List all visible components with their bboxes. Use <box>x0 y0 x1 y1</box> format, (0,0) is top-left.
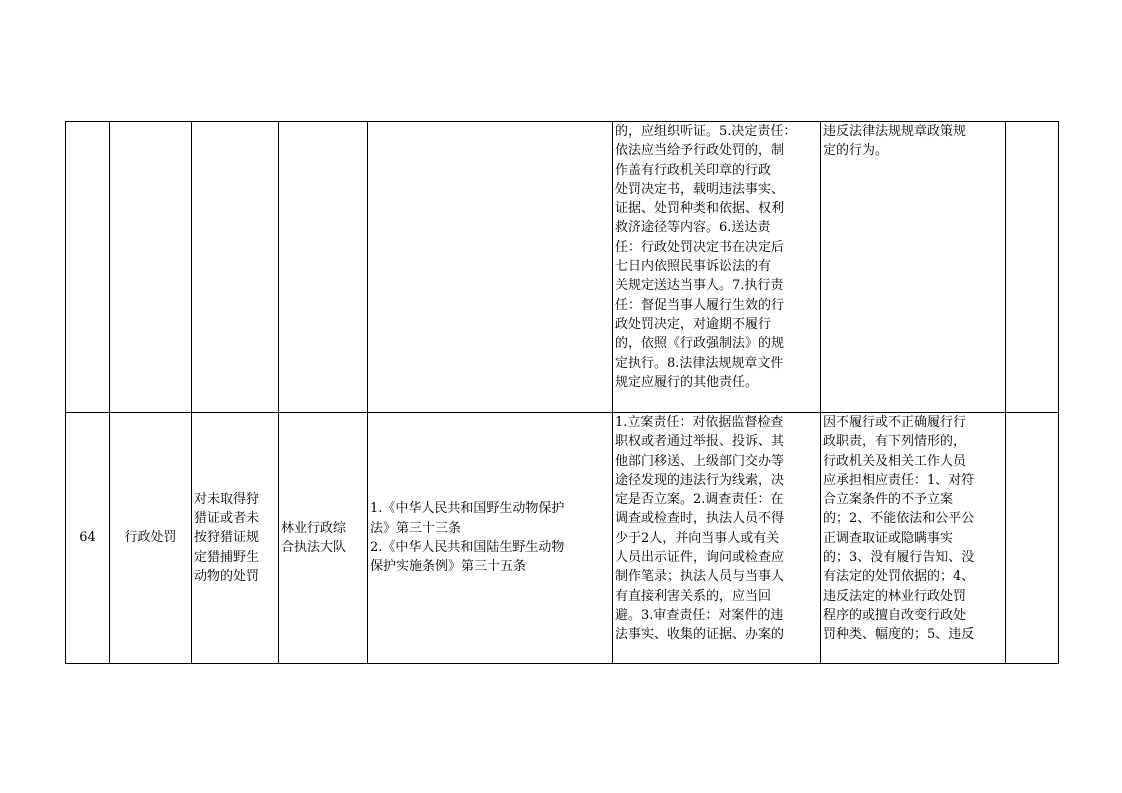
accountability-line: 违反法律法规规章政策规 <box>823 124 967 139</box>
duties-line: 政处罚决定，对逾期不履行 <box>615 316 772 332</box>
accountability-line: 的；2、不能依法和公平公 <box>823 511 975 527</box>
duties-line: 任：督促当事人履行生效的行 <box>615 297 785 313</box>
accountability-line: 行政机关及相关工作人员 <box>823 453 967 469</box>
accountability-line: 定的行为。 <box>823 143 889 159</box>
item-line: 猎证或者未 <box>194 511 260 527</box>
basis-line: 法》第三十三条 <box>370 520 462 536</box>
basis-line: 1.《中华人民共和国野生动物保护 <box>370 501 565 517</box>
duties-line: 证据、处罚种类和依据、权利 <box>615 201 785 217</box>
remark-cell <box>1006 413 1059 664</box>
duties-cell <box>613 413 821 664</box>
duties-line: 他部门移送、上级部门交办等 <box>615 453 785 469</box>
item-cell <box>192 413 279 664</box>
duties-line: 定执行。8.法律法规规章文件 <box>615 355 784 371</box>
accountability-line: 因不履行或不正确履行行 <box>823 415 967 430</box>
item-line: 按狩猎证规 <box>194 530 260 546</box>
table-row <box>66 122 1059 413</box>
duties-line: 关规定送达当事人。7.执行责 <box>615 278 784 294</box>
department-cell <box>279 413 368 664</box>
accountability-line: 政职责，有下列情形的， <box>823 434 967 450</box>
duties-line: 七日内依照民事诉讼法的有 <box>615 259 772 275</box>
duties-line: 调查或检查时，执法人员不得 <box>615 511 785 527</box>
row-number-cell <box>66 413 110 664</box>
duties-line: 规定应履行的其他责任。 <box>615 374 759 390</box>
category-text: 行政处罚 <box>124 530 177 546</box>
duties-line: 定是否立案。2.调查责任：在 <box>615 492 784 508</box>
department-line: 林业行政综 <box>281 520 347 536</box>
duties-line: 人员出示证件，询问或检查应 <box>615 550 785 566</box>
duties-line: 依法应当给予行政处罚的，制 <box>615 143 785 159</box>
basis-cell <box>368 413 613 664</box>
row-number: 64 <box>79 530 96 546</box>
department-line: 合执法大队 <box>281 540 347 555</box>
department-cell <box>279 122 368 413</box>
duties-line: 救济途径等内容。6.送达责 <box>615 220 771 236</box>
accountability-line: 的；3、没有履行告知、没 <box>823 550 975 566</box>
accountability-line: 正调查取证或隐瞒事实 <box>823 530 954 546</box>
duties-line: 制作笔录；执法人员与当事人 <box>615 569 785 585</box>
category-cell <box>110 122 192 413</box>
duties-line: 的，应组织听证。5.决定责任： <box>615 124 797 139</box>
accountability-line: 罚种类、幅度的；5、违反 <box>823 627 975 643</box>
category-cell <box>110 413 192 664</box>
accountability-cell <box>821 122 1006 413</box>
duties-line: 有直接利害关系的，应当回 <box>615 588 772 604</box>
duties-line: 作盖有行政机关印章的行政 <box>615 162 772 178</box>
accountability-line: 应承担相应责任：1、对符 <box>823 472 975 488</box>
duties-cell <box>613 122 821 413</box>
duties-line: 少于2人，并向当事人或有关 <box>615 530 780 546</box>
accountability-line: 有法定的处罚依据的；4、 <box>823 569 975 585</box>
item-cell <box>192 122 279 413</box>
duties-line: 途径发现的违法行为线索，决 <box>615 472 785 488</box>
accountability-line: 程序的或擅自改变行政处 <box>823 607 967 623</box>
table-row <box>66 413 1059 664</box>
accountability-line: 违反法定的林业行政处罚 <box>823 588 967 604</box>
basis-cell <box>368 122 613 413</box>
accountability-line: 合立案条件的不予立案 <box>823 492 954 508</box>
item-line: 定猎捕野生 <box>194 549 260 565</box>
accountability-cell <box>821 413 1006 664</box>
duties-line: 法事实、收集的证据、办案的 <box>615 627 785 643</box>
duties-line: 处罚决定书，载明违法事实、 <box>615 181 785 197</box>
remark-cell <box>1006 122 1059 413</box>
duties-line: 职权或者通过举报、投诉、其 <box>615 434 785 450</box>
duties-line: 避。3.审查责任：对案件的违 <box>615 607 784 623</box>
basis-line: 2.《中华人民共和国陆生野生动物 <box>370 540 565 555</box>
basis-line: 保护实施条例》第三十五条 <box>370 559 527 575</box>
item-line: 对未取得狩 <box>194 491 260 507</box>
duties-line: 的，依照《行政强制法》的规 <box>615 336 785 352</box>
responsibility-table <box>65 121 1059 664</box>
duties-line: 任：行政处罚决定书在决定后 <box>615 239 785 255</box>
row-number-cell <box>66 122 110 413</box>
item-line: 动物的处罚 <box>194 568 260 584</box>
duties-line: 1.立案责任：对依据监督检查 <box>615 415 784 430</box>
